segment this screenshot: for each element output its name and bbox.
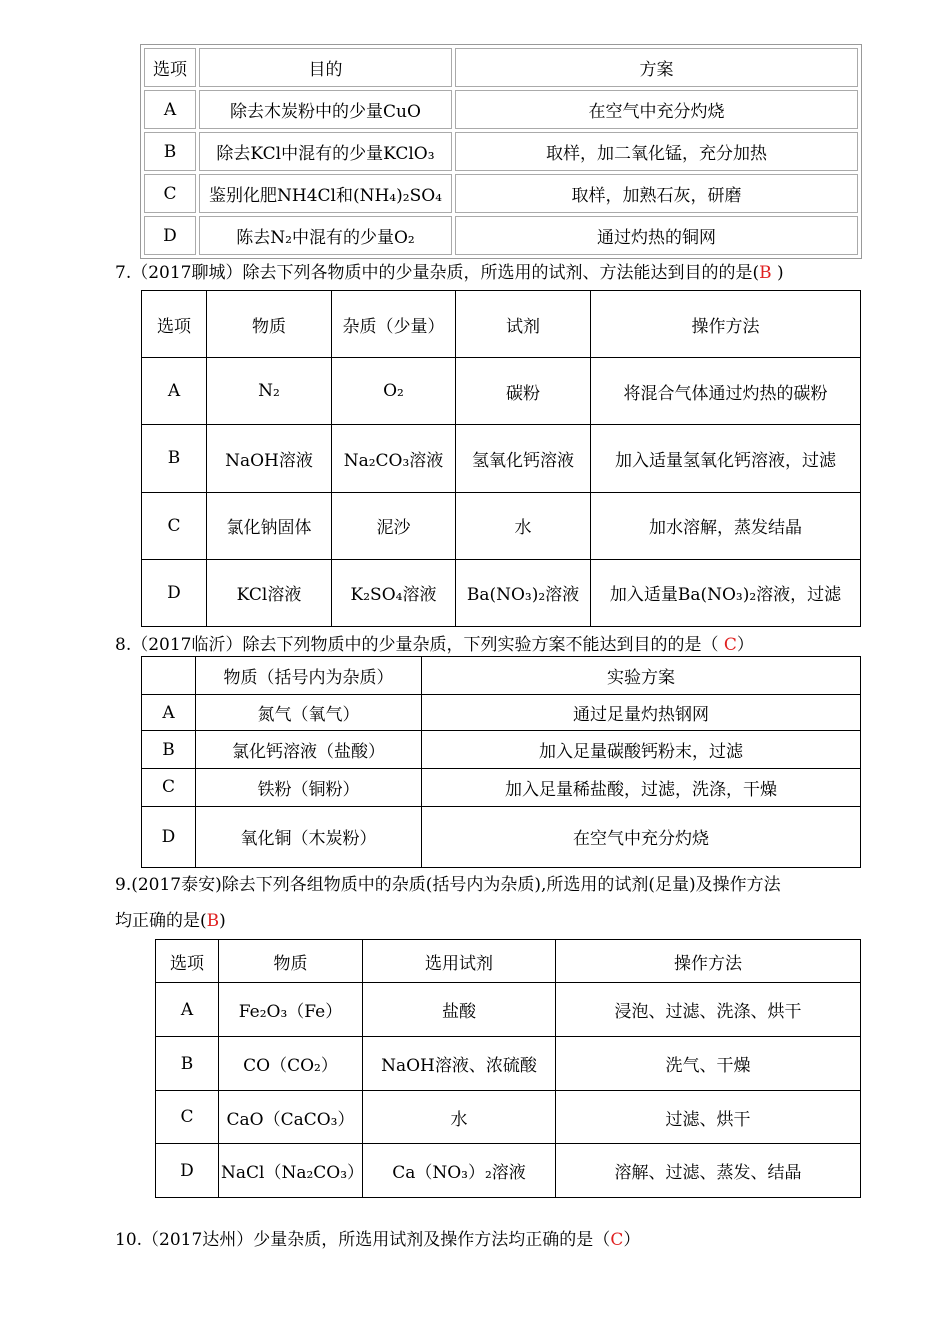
table-row bbox=[156, 1037, 861, 1091]
header-cell: 物质 bbox=[219, 940, 363, 983]
table-row bbox=[142, 492, 861, 559]
table-cell: KCl溶液 bbox=[207, 559, 332, 626]
question-text: 10.（2017达州）少量杂质，所选用试剂及操作方法均正确的是（ bbox=[115, 1230, 611, 1250]
table-cell: 在空气中充分灼烧 bbox=[455, 90, 858, 129]
table-header-row bbox=[142, 657, 861, 695]
table-cell: B bbox=[142, 425, 207, 492]
table-cell: C bbox=[142, 492, 207, 559]
table-cell: 在空气中充分灼烧 bbox=[422, 806, 861, 867]
table-row bbox=[156, 983, 861, 1037]
header-cell: 选项 bbox=[156, 940, 219, 983]
table-cell: 通过足量灼热钢网 bbox=[422, 694, 861, 731]
answer-mark: C bbox=[610, 1230, 624, 1250]
table-cell: 浸泡、过滤、洗涤、烘干 bbox=[556, 983, 861, 1037]
table-cell: 加入适量Ba(NO₃)₂溶液，过滤 bbox=[591, 559, 861, 626]
question-9-line1: 9.(2017泰安)除去下列各组物质中的杂质(括号内为杂质),所选用的试剂(足量)及操作方法 bbox=[115, 875, 781, 895]
table-cell: Fe₂O₃（Fe） bbox=[219, 983, 363, 1037]
table-cell: 过滤、烘干 bbox=[556, 1091, 861, 1144]
question-7 bbox=[115, 258, 784, 283]
table-cell: A bbox=[144, 90, 196, 129]
table-cell: 铁粉（铜粉） bbox=[196, 769, 422, 807]
table-cell: 洗气、干燥 bbox=[556, 1037, 861, 1091]
table-cell: 鉴别化肥NH4Cl和(NH₄)₂SO₄ bbox=[199, 174, 452, 213]
table-cell: 取样，加二氧化锰，充分加热 bbox=[455, 132, 858, 171]
table-cell: O₂ bbox=[332, 358, 456, 425]
table-cell: Na₂CO₃溶液 bbox=[332, 425, 456, 492]
table-row bbox=[142, 806, 861, 867]
table-cell: B bbox=[144, 132, 196, 171]
header-cell: 物质 bbox=[207, 291, 332, 358]
table-cell: 除去木炭粉中的少量CuO bbox=[199, 90, 452, 129]
table-row bbox=[156, 1091, 861, 1144]
table-row bbox=[156, 1144, 861, 1198]
table-cell: 通过灼热的铜网 bbox=[455, 216, 858, 255]
answer-mark: C bbox=[723, 635, 737, 655]
answer-mark: B bbox=[206, 911, 220, 931]
table-cell: D bbox=[156, 1144, 219, 1198]
table-row bbox=[142, 731, 861, 769]
header-cell: 选项 bbox=[144, 48, 196, 87]
question-close: ) bbox=[219, 911, 226, 931]
header-cell: 操作方法 bbox=[556, 940, 861, 983]
table-cell: 氯化钙溶液（盐酸） bbox=[196, 731, 422, 769]
question-text: 均正确的是( bbox=[115, 911, 207, 931]
table-purpose-plan bbox=[140, 44, 862, 259]
table-cell: A bbox=[156, 983, 219, 1037]
header-cell: 目的 bbox=[199, 48, 452, 87]
table-cell: NaCl（Na₂CO₃） bbox=[219, 1144, 363, 1198]
table-cell: 氮气（氧气） bbox=[196, 694, 422, 731]
table-q8 bbox=[141, 656, 861, 868]
table-cell: CaO（CaCO₃） bbox=[219, 1091, 363, 1144]
question-close: ) bbox=[771, 263, 784, 283]
question-text: 7.（2017聊城）除去下列各物质中的少量杂质，所选用的试剂、方法能达到目的的是( bbox=[115, 263, 760, 283]
table-cell: 水 bbox=[456, 492, 591, 559]
table-header-row bbox=[156, 940, 861, 983]
table-cell: 溶解、过滤、蒸发、结晶 bbox=[556, 1144, 861, 1198]
header-cell: 选用试剂 bbox=[363, 940, 556, 983]
header-cell: 试剂 bbox=[456, 291, 591, 358]
table-cell: B bbox=[142, 731, 196, 769]
table-row bbox=[144, 132, 858, 171]
table-cell: N₂ bbox=[207, 358, 332, 425]
header-cell: 方案 bbox=[455, 48, 858, 87]
header-cell: 物质（括号内为杂质） bbox=[196, 657, 422, 695]
table-cell: 盐酸 bbox=[363, 983, 556, 1037]
header-cell: 操作方法 bbox=[591, 291, 861, 358]
header-cell: 实验方案 bbox=[422, 657, 861, 695]
table-cell: A bbox=[142, 694, 196, 731]
table-cell: B bbox=[156, 1037, 219, 1091]
question-9-line2 bbox=[115, 906, 226, 931]
header-cell bbox=[142, 657, 196, 695]
table-cell: 氢氧化钙溶液 bbox=[456, 425, 591, 492]
table-header-row bbox=[144, 48, 858, 87]
table-cell: D bbox=[142, 559, 207, 626]
table-row bbox=[144, 174, 858, 213]
answer-mark: B bbox=[759, 263, 772, 283]
table-cell: C bbox=[144, 174, 196, 213]
header-cell: 选项 bbox=[142, 291, 207, 358]
table-row bbox=[144, 90, 858, 129]
table-cell: 水 bbox=[363, 1091, 556, 1144]
table-cell: 将混合气体通过灼热的碳粉 bbox=[591, 358, 861, 425]
question-close: ） bbox=[736, 635, 754, 655]
table-cell: 泥沙 bbox=[332, 492, 456, 559]
table-cell: 陈去N₂中混有的少量O₂ bbox=[199, 216, 452, 255]
table-cell: 氯化钠固体 bbox=[207, 492, 332, 559]
table-row bbox=[142, 694, 861, 731]
table-row bbox=[142, 425, 861, 492]
header-cell: 杂质（少量） bbox=[332, 291, 456, 358]
table-cell: NaOH溶液、浓硫酸 bbox=[363, 1037, 556, 1091]
table-cell: 加水溶解，蒸发结晶 bbox=[591, 492, 861, 559]
table-row bbox=[142, 358, 861, 425]
table-cell: D bbox=[144, 216, 196, 255]
table-cell: C bbox=[156, 1091, 219, 1144]
table-cell: A bbox=[142, 358, 207, 425]
table-cell: K₂SO₄溶液 bbox=[332, 559, 456, 626]
table-cell: C bbox=[142, 769, 196, 807]
table-header-row bbox=[142, 291, 861, 358]
table-cell: 氧化铜（木炭粉） bbox=[196, 806, 422, 867]
table-cell: 碳粉 bbox=[456, 358, 591, 425]
question-10 bbox=[115, 1225, 640, 1250]
table-cell: Ba(NO₃)₂溶液 bbox=[456, 559, 591, 626]
table-cell: 除去KCl中混有的少量KClO₃ bbox=[199, 132, 452, 171]
question-close: ） bbox=[623, 1230, 641, 1250]
table-cell: CO（CO₂） bbox=[219, 1037, 363, 1091]
table-cell: Ca（NO₃）₂溶液 bbox=[363, 1144, 556, 1198]
table-cell: 加入足量稀盐酸，过滤，洗涤，干燥 bbox=[422, 769, 861, 807]
table-row bbox=[142, 559, 861, 626]
table-row bbox=[144, 216, 858, 255]
table-q9 bbox=[155, 939, 861, 1198]
table-cell: 取样，加熟石灰，研磨 bbox=[455, 174, 858, 213]
question-text: 8.（2017临沂）除去下列物质中的少量杂质，下列实验方案不能达到目的的是（ bbox=[115, 635, 724, 655]
table-cell: 加入足量碳酸钙粉末，过滤 bbox=[422, 731, 861, 769]
table-row bbox=[142, 769, 861, 807]
table-q7 bbox=[141, 290, 861, 627]
table-cell: 加入适量氢氧化钙溶液，过滤 bbox=[591, 425, 861, 492]
table-cell: NaOH溶液 bbox=[207, 425, 332, 492]
question-8 bbox=[115, 630, 754, 655]
table-cell: D bbox=[142, 806, 196, 867]
